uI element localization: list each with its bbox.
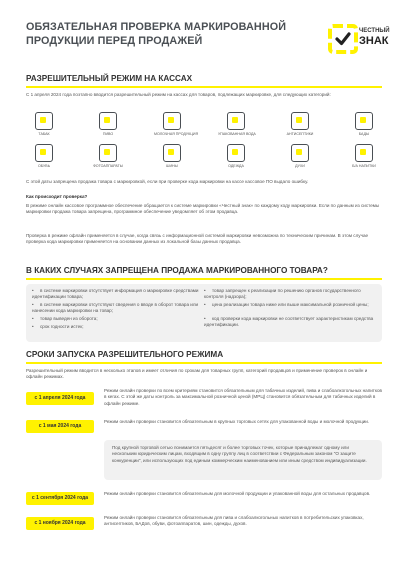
tobacco-icon	[35, 112, 53, 130]
section-heading-timeline: СРОКИ ЗАПУСКА РАЗРЕШИТЕЛЬНОГО РЕЖИМА	[26, 350, 224, 359]
date-badge: с 1 ноября 2024 года	[26, 517, 94, 530]
list-item: • товар выведен из оборота;	[32, 316, 98, 321]
category-supplements: БАДЫ	[346, 112, 382, 136]
category-dairy: МОЛОЧНАЯ ПРОДУКЦИЯ	[154, 112, 190, 136]
category-cameras: ФОТОАППАРАТЫ	[90, 144, 126, 168]
category-beer: ПИВО	[90, 112, 126, 136]
section-divider	[26, 86, 382, 88]
list-item: • цена реализации товара ниже или выше максимальной розничной цены;	[204, 302, 369, 307]
date-badge: с 1 сентября 2024 года	[26, 492, 94, 505]
section-heading-prohibited: В КАКИХ СЛУЧАЯХ ЗАПРЕЩЕНА ПРОДАЖА МАРКИРОВАННОГО ТОВАРА?	[26, 266, 328, 275]
camera-icon	[99, 144, 117, 162]
page-title	[26, 20, 296, 48]
category-nonalcoholic: Б/А НАПИТКИ	[346, 144, 382, 168]
category-shoes: ОБУВЬ	[26, 144, 62, 168]
logo-text-top: ЧЕСТНЫЙ	[359, 28, 390, 34]
antiseptic-icon	[291, 112, 309, 130]
brand-logo	[328, 24, 390, 54]
how-check-question: Как происходит проверка?	[26, 194, 88, 199]
category-antiseptics: АНТИСЕПТИКИ	[282, 112, 318, 136]
category-perfume: ДУХИ	[282, 144, 318, 168]
category-tires: ШИНЫ	[154, 144, 190, 168]
category-water: УПАКОВАННАЯ ВОДА	[218, 112, 254, 136]
list-item: • товар запрещен к реализации по решению органов государственного контроля (надзора);	[204, 288, 361, 300]
dairy-icon	[163, 112, 181, 130]
timeline-intro: Разрешительный режим вводится в несколько этапов и имеет отличия по срокам для товарных групп, категорий продавцов и применение проверок в онлайн и офлайн режимах.	[26, 368, 368, 380]
title-line-1: ОБЯЗАТЕЛЬНАЯ ПРОВЕРКА МАРКИРОВАННОЙ	[26, 21, 287, 33]
section-heading-permit: РАЗРЕШИТЕЛЬНЫЙ РЕЖИМ НА КАССАХ	[26, 74, 193, 83]
section-divider	[26, 278, 382, 280]
tire-icon	[163, 144, 181, 162]
timeline-text: Режим онлайн проверки становится обязательным в крупных торговых сетях для упакованной воды и молочной продукции.	[104, 419, 370, 424]
clothing-icon	[227, 144, 245, 162]
online-check-paragraph: В режиме онлайн кассовое программное обеспечение обращается к системе маркировки «Честный знак» по каждому коду маркировки. Если по данным из системы маркировки продажа товара запрещена, программное обеспечение уведомляет об этом продавца.	[26, 203, 380, 215]
shoe-icon	[35, 144, 53, 162]
section-divider	[26, 362, 382, 364]
timeline-text: Режим онлайн проверки по всем критериям становится обязательным для табачных изделий, пива и слабоалкогольных напитков в кегах. С этой же даты контроль за максимальной розничной ценой (МРЦ) становится обязательным для табачных изделий в офлайн режиме.	[104, 388, 382, 406]
water-icon	[227, 112, 245, 130]
date-badge: с 1 мая 2024 года	[26, 420, 94, 433]
intro-paragraph: С 1 апреля 2024 года поэтапно вводится разрешительный режим на кассах для товаров, подлежащих маркировке, для следующих категорий:	[26, 92, 331, 97]
large-chain-note: Под крупной торговой сетью понимается пятьдесят и более торговых точек, которые принадлежат одному или нескольким юридическим лицам, входящим в одну группу лиц в соответствии с Федеральным законом "О защите конкуренции", или использующих под единым коммерческим наименованием или иным средством индивидуализации.	[112, 445, 367, 463]
list-item: • срок годности истек;	[32, 324, 84, 329]
category-tobacco: ТАБАК	[26, 112, 62, 136]
supplement-icon	[355, 112, 373, 130]
title-line-2: ПРОДУКЦИИ ПЕРЕД ПРОДАЖЕЙ	[26, 35, 203, 47]
date-badge: с 1 апреля 2024 года	[26, 392, 94, 405]
timeline-text: Режим онлайн проверки становится обязательным для молочной продукции и упакованной воды для остальных продавцов.	[104, 491, 371, 496]
logo-text-bottom: ЗНАК	[359, 35, 389, 47]
offline-check-paragraph: Проверка в режиме офлайн применяется в случае, когда связь с информационной системой маркировки невозможна по техническим причинам. В этом случае проверка кода маркировки применяется на основании данных из локальной базы данных продавца.	[26, 233, 369, 245]
logo-mark-icon	[328, 24, 358, 54]
list-item: • код проверки кода маркировки не соответствует характеристикам средства идентификации.	[204, 316, 374, 328]
beer-icon	[99, 112, 117, 130]
timeline-text: Режим онлайн проверки становится обязательным для пива и слабоалкогольных напитков в потребительских упаковках, антисептиков, БАДов, обуви, фотоаппаратов, шин, одежды, духов.	[104, 515, 364, 527]
list-item: • в системе маркировки отсутствуют сведения о вводе в оборот товара или нанесении кода маркировки на товар;	[32, 302, 199, 314]
drink-icon	[355, 144, 373, 162]
category-clothing: ОДЕЖДА	[218, 144, 254, 168]
ban-paragraph: С этой даты запрещена продажа товара с маркировкой, если при проверке кода маркировки на кассе кассовое ПО выдало ошибку.	[26, 179, 309, 184]
perfume-icon	[291, 144, 309, 162]
list-item: • в системе маркировки отсутствует информация о маркировке средствами идентификации товара;	[32, 288, 199, 300]
